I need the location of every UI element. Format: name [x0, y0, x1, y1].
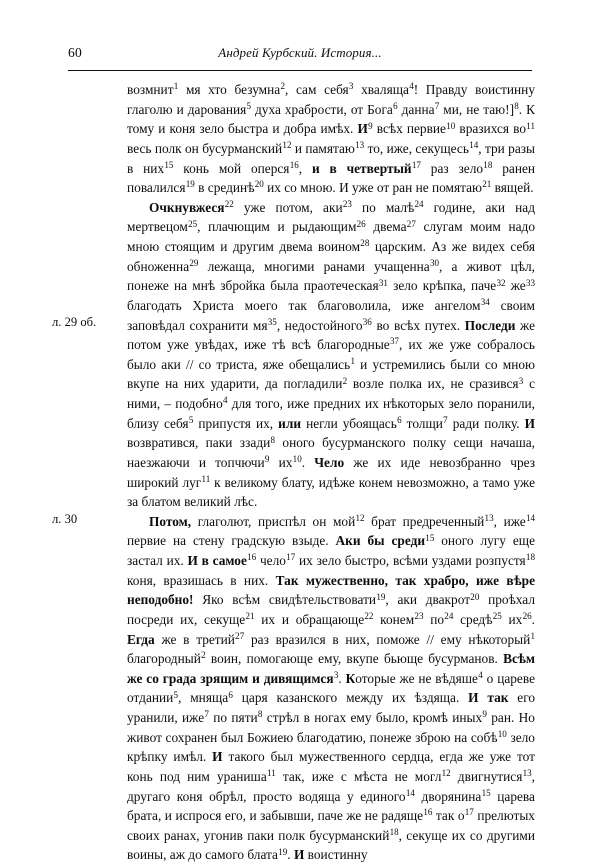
- text-run: духа храбрости, от Бога: [251, 101, 393, 117]
- footnote-marker[interactable]: 25: [188, 218, 198, 229]
- footnote-marker[interactable]: 27: [235, 630, 245, 641]
- text-run: данна: [397, 101, 435, 117]
- emphasis-text: И: [212, 749, 223, 765]
- text-run: воин, помогающе ему, вкупе бьюще бусурманов.: [205, 651, 504, 667]
- text-run: чело: [256, 553, 286, 568]
- text-run: своим заповѣдал сохранити мя: [127, 297, 535, 333]
- text-run: двигнутися: [450, 768, 523, 784]
- footnote-marker[interactable]: 32: [496, 277, 506, 288]
- text-run: воистинну: [304, 847, 368, 863]
- text-run: .: [531, 611, 536, 627]
- footnote-marker[interactable]: 29: [189, 257, 199, 268]
- footnote-marker[interactable]: 26: [356, 218, 366, 229]
- text-run: вразихся во: [455, 121, 527, 137]
- text-run: зело крѣпка, паче: [387, 278, 497, 294]
- footnote-marker[interactable]: 20: [470, 591, 480, 602]
- emphasis-text: И в самое: [187, 553, 247, 568]
- footnote-marker[interactable]: 17: [411, 159, 421, 170]
- footnote-marker[interactable]: 13: [355, 140, 365, 151]
- footnote-marker[interactable]: 33: [525, 277, 535, 288]
- text-run: коня, вразишась в них.: [127, 572, 276, 588]
- footnote-marker[interactable]: 3: [333, 670, 339, 681]
- footnote-marker[interactable]: 2: [342, 375, 348, 386]
- text-run: , мняща: [178, 690, 229, 706]
- footnote-marker[interactable]: 5: [188, 414, 194, 425]
- text-run: оторые же не вѣдяше: [355, 670, 478, 686]
- text-run: оного бусурманского полку сещи начаша, наезжаючи и топчючи: [127, 435, 535, 470]
- text-run: благодать Христа моего так благоволила, иже ангелом: [127, 297, 481, 313]
- text-run: возвратився, паки ззади: [127, 435, 271, 451]
- footnote-marker[interactable]: 23: [342, 199, 352, 210]
- running-title: Андрей Курбский. История...: [218, 45, 382, 60]
- folio-break-marker: //: [186, 356, 194, 372]
- footnote-marker[interactable]: 16: [289, 159, 299, 170]
- footnote-marker[interactable]: 13: [484, 513, 494, 524]
- text-run: о цареве отдании: [127, 670, 535, 706]
- text-run: .: [338, 670, 346, 686]
- text-run: так о: [432, 808, 465, 824]
- text-run: ми, не таю!]: [439, 101, 515, 117]
- footnote-marker[interactable]: 11: [526, 120, 536, 131]
- text-run: Яко всѣм свидѣтельствовати: [193, 592, 377, 608]
- footnote-marker[interactable]: 10: [292, 454, 302, 465]
- text-run: по малѣ: [351, 199, 415, 215]
- footnote-marker[interactable]: 23: [414, 611, 424, 622]
- footnote-marker[interactable]: 14: [525, 513, 535, 524]
- text-run: уже потом, аки: [233, 199, 343, 215]
- text-run: проѣхал посреди их, секуще: [127, 592, 536, 627]
- footnote-marker[interactable]: 22: [224, 199, 234, 210]
- text-run: слугам моим надо мною стоящим и другим двема воином: [127, 219, 536, 254]
- text-run: стрѣл в ногах ему было, кромѣ иных: [262, 710, 483, 725]
- text-run: , плачющим и рыдающим: [197, 219, 357, 235]
- text-run: двема: [365, 219, 407, 235]
- footnote-marker[interactable]: 5: [173, 689, 179, 700]
- footnote-marker[interactable]: 31: [378, 277, 388, 288]
- text-run: припустя их,: [193, 415, 279, 431]
- emphasis-text: Очкнувжеся: [149, 199, 225, 215]
- footnote-marker[interactable]: 12: [355, 513, 365, 524]
- text-run: глаголют, приспѣл он мой: [191, 513, 356, 529]
- footnote-marker[interactable]: 19: [376, 591, 386, 602]
- emphasis-text: Егда: [127, 631, 155, 647]
- footnote-marker[interactable]: 11: [201, 473, 211, 484]
- text-run: године, аки над мертвецом: [127, 199, 535, 235]
- text-run: вящей.: [491, 180, 534, 196]
- footnote-marker[interactable]: 16: [247, 552, 257, 563]
- text-run: с ними, – подобно: [127, 376, 535, 411]
- text-run: ему нѣкоторый: [433, 631, 531, 647]
- footnote-marker[interactable]: 25: [492, 611, 502, 622]
- footnote-marker[interactable]: 12: [282, 140, 292, 151]
- footnote-marker[interactable]: 36: [362, 316, 372, 327]
- text-run: дворянина: [414, 788, 482, 804]
- emphasis-text: К: [345, 670, 356, 686]
- footnote-marker[interactable]: 35: [267, 316, 277, 327]
- footnote-marker[interactable]: 18: [525, 552, 535, 563]
- text-run: по пяти: [208, 710, 258, 725]
- emphasis-text: Потом,: [149, 513, 192, 529]
- text-run: их зело быстро, всѣми уздами розпустя: [295, 553, 526, 568]
- text-run: средѣ: [453, 611, 493, 627]
- folio-break-marker: //: [426, 631, 434, 647]
- text-run: такого был мужественного сердца, егда же уже тот конь под ним ураниша: [127, 749, 535, 784]
- text-run: и устремились были со мною вкупе на них ударити, да погладили: [127, 356, 536, 392]
- footnote-marker[interactable]: 21: [482, 179, 492, 190]
- text-run: мя хто безумна: [178, 82, 281, 97]
- footnote-marker[interactable]: 7: [443, 414, 448, 425]
- text-run: прелютых своих ранах, угонив паки полк бусурманский: [127, 808, 535, 843]
- text-run: к великому блату, идѣже конем невозможно, а тамо уже за блатом великий лѣс.: [127, 474, 535, 510]
- text-run: , недостойного: [276, 317, 363, 333]
- text-run: , аки двакрот: [385, 592, 471, 608]
- footnote-marker[interactable]: 7: [434, 100, 440, 111]
- text-run: . К тому и коня зело быстра и добра имѣх.: [127, 101, 536, 137]
- text-run: весь полк он бусурманский: [127, 140, 283, 156]
- text-run: , три разы в них: [127, 140, 535, 176]
- text-run: брат предреченный: [364, 513, 485, 529]
- footnote-marker[interactable]: 6: [393, 100, 398, 111]
- text-run: оного лугу еще застал их.: [127, 533, 535, 568]
- footnote-marker[interactable]: 15: [481, 787, 491, 798]
- footnote-marker[interactable]: 7: [204, 709, 209, 720]
- emphasis-text: И: [524, 415, 535, 431]
- paragraph: [127, 198, 535, 512]
- footnote-marker[interactable]: 28: [360, 238, 370, 249]
- footnote-marker[interactable]: 10: [497, 728, 507, 739]
- emphasis-text: и в четвертый: [311, 160, 412, 176]
- footnote-marker[interactable]: 16: [423, 807, 433, 818]
- footnote-marker[interactable]: 15: [425, 532, 435, 543]
- footnote-marker[interactable]: 18: [483, 159, 493, 170]
- footnote-marker[interactable]: 1: [173, 81, 179, 92]
- text-run: их: [269, 454, 293, 470]
- footnote-marker[interactable]: 19: [185, 179, 195, 190]
- text-run: , а живот цѣл, понеже на мнѣ збройка была праотеческая: [127, 258, 535, 294]
- text-run: возмнит: [127, 82, 174, 97]
- footnote-marker[interactable]: 9: [264, 454, 270, 465]
- text-run: их и обращающе: [254, 611, 365, 627]
- footnote-marker[interactable]: 30: [429, 257, 440, 268]
- text-run: ,: [298, 160, 312, 176]
- footnote-marker[interactable]: 11: [267, 768, 276, 779]
- text-run: раз зело: [420, 160, 484, 176]
- text-run: .: [301, 454, 315, 470]
- text-run: со триста, яже обещались: [193, 356, 351, 372]
- footnote-marker[interactable]: 9: [482, 709, 487, 720]
- emphasis-text: Чело: [314, 454, 345, 470]
- text-run: царя казанского между их ѣздяща.: [232, 690, 469, 706]
- footnote-marker[interactable]: 4: [409, 81, 414, 92]
- text-run: лежаща, многими ранами учащенна: [198, 258, 430, 274]
- page-header: [68, 44, 532, 66]
- footnote-marker[interactable]: 34: [480, 297, 490, 308]
- text-run: , сам себя: [284, 82, 349, 97]
- text-run: во всѣх путех.: [371, 317, 465, 333]
- emphasis-text: И: [293, 847, 305, 863]
- footnote-marker[interactable]: 4: [478, 670, 483, 681]
- footnote-marker[interactable]: 6: [397, 414, 402, 425]
- text-run: , секуще их со другими воины, аж до самого блата: [127, 827, 535, 863]
- emphasis-text: Так мужественно, так храбро, иже вѣре неподобно!: [127, 572, 535, 608]
- text-run: раз вразился в них, поможе: [244, 631, 427, 647]
- footnote-marker[interactable]: 14: [469, 140, 479, 151]
- text-run: царева брата, и испрося его, и забывши, паче же не радяще: [127, 788, 535, 824]
- header-rule: [68, 70, 532, 71]
- emphasis-text: Аки бы среди: [335, 533, 426, 549]
- text-run: , другаго коня обрѣл, просто водяща у единого: [127, 768, 535, 804]
- footnote-marker[interactable]: 22: [364, 611, 374, 622]
- footnote-marker[interactable]: 5: [246, 100, 252, 111]
- footnote-marker[interactable]: 4: [223, 395, 228, 406]
- footnote-marker[interactable]: 15: [164, 159, 174, 170]
- emphasis-text: И: [357, 121, 368, 137]
- text-run: же потом уже увѣдах, иже тѣ всѣ благородные: [127, 317, 535, 353]
- footnote-marker[interactable]: 10: [446, 120, 456, 131]
- footnote-marker[interactable]: 17: [286, 552, 296, 563]
- text-run: конем: [373, 611, 415, 627]
- footnote-marker[interactable]: 8: [270, 434, 276, 445]
- footnote-marker[interactable]: 2: [280, 81, 285, 92]
- text-run: и памятаю: [291, 140, 355, 156]
- text-run: их со мною. И уже от ран не помятаю: [263, 180, 483, 196]
- text-run: же их иде невозбранно чрез широкий луг: [127, 454, 535, 490]
- footnote-marker[interactable]: 19: [278, 846, 288, 857]
- footnote-marker[interactable]: 3: [348, 81, 354, 92]
- text-run: его уранили, иже: [127, 690, 536, 725]
- text-run: , их же уже собралось было аки: [127, 337, 535, 372]
- footnote-marker[interactable]: 24: [444, 611, 454, 622]
- emphasis-text: И так: [468, 690, 509, 706]
- text-run: первие на стену градскую взыде.: [127, 533, 336, 549]
- emphasis-text: Всѣм же со града зрящим и дивящимся: [127, 651, 535, 686]
- text-run: возле полка их, не сразився: [347, 376, 519, 392]
- text-run: же в третий: [154, 631, 235, 647]
- text-run: для того, иже предних их нѣкоторых зело поранили, близу себя: [127, 396, 535, 431]
- margin-folio-note: л. 29 об.: [52, 315, 97, 329]
- text-run: , иже: [493, 513, 526, 529]
- footnote-marker[interactable]: 37: [389, 336, 400, 347]
- footnote-marker[interactable]: 14: [405, 787, 415, 798]
- text-run: то, иже, секущесь: [364, 140, 469, 156]
- emphasis-text: или: [278, 415, 302, 431]
- text-run: благородный: [127, 651, 201, 667]
- text-run: их: [501, 611, 523, 627]
- body-text: [127, 80, 535, 865]
- paragraph: [127, 512, 535, 865]
- footnote-marker[interactable]: 1: [530, 630, 536, 641]
- footnote-marker[interactable]: 24: [414, 199, 424, 210]
- text-run: ран. Но живот сохранен был Божиею благодатию, понеже зброю на собѣ: [127, 710, 535, 745]
- footnote-marker[interactable]: 18: [389, 827, 399, 838]
- footnote-marker[interactable]: 17: [464, 807, 474, 818]
- text-run: зело крѣпку имѣл.: [127, 729, 535, 765]
- text-run: царским. Аз же видех себя обноженна: [127, 239, 535, 274]
- footnote-marker[interactable]: 2: [201, 650, 206, 661]
- footnote-marker[interactable]: 6: [228, 689, 233, 700]
- text-run: толщи: [401, 415, 443, 431]
- text-run: по: [423, 611, 445, 627]
- footnote-marker[interactable]: 26: [522, 611, 532, 622]
- footnote-marker[interactable]: 9: [368, 120, 373, 131]
- footnote-marker[interactable]: 12: [441, 768, 451, 779]
- footnote-marker[interactable]: 8: [514, 100, 519, 111]
- text-run: ! Правду воистинну глаголю и дарования: [127, 82, 535, 117]
- text-run: так, иже с мѣста не могл: [275, 768, 442, 784]
- text-run: негли убоящась: [301, 415, 397, 431]
- text-run: хваляща: [353, 82, 409, 97]
- footnote-marker[interactable]: 8: [257, 709, 263, 720]
- text-run: в срединѣ: [194, 180, 255, 196]
- text-run: ради полку.: [447, 415, 525, 431]
- text-run: конь мой оперся: [173, 160, 290, 176]
- paragraph: [127, 80, 535, 198]
- footnote-marker[interactable]: 13: [522, 768, 532, 779]
- footnote-marker[interactable]: 21: [245, 611, 255, 622]
- text-run: ранен повалился: [127, 160, 536, 196]
- text-run: всѣх первие: [372, 121, 446, 137]
- text-run: .: [287, 847, 294, 863]
- footnote-marker[interactable]: 27: [406, 218, 416, 229]
- footnote-marker[interactable]: 3: [518, 375, 524, 386]
- text-run: же: [505, 278, 526, 294]
- emphasis-text: Последи: [464, 317, 516, 333]
- margin-folio-note: л. 30: [52, 512, 78, 526]
- footnote-marker[interactable]: 20: [254, 179, 264, 190]
- page-number: 60: [68, 45, 82, 60]
- footnote-marker[interactable]: 1: [350, 356, 355, 367]
